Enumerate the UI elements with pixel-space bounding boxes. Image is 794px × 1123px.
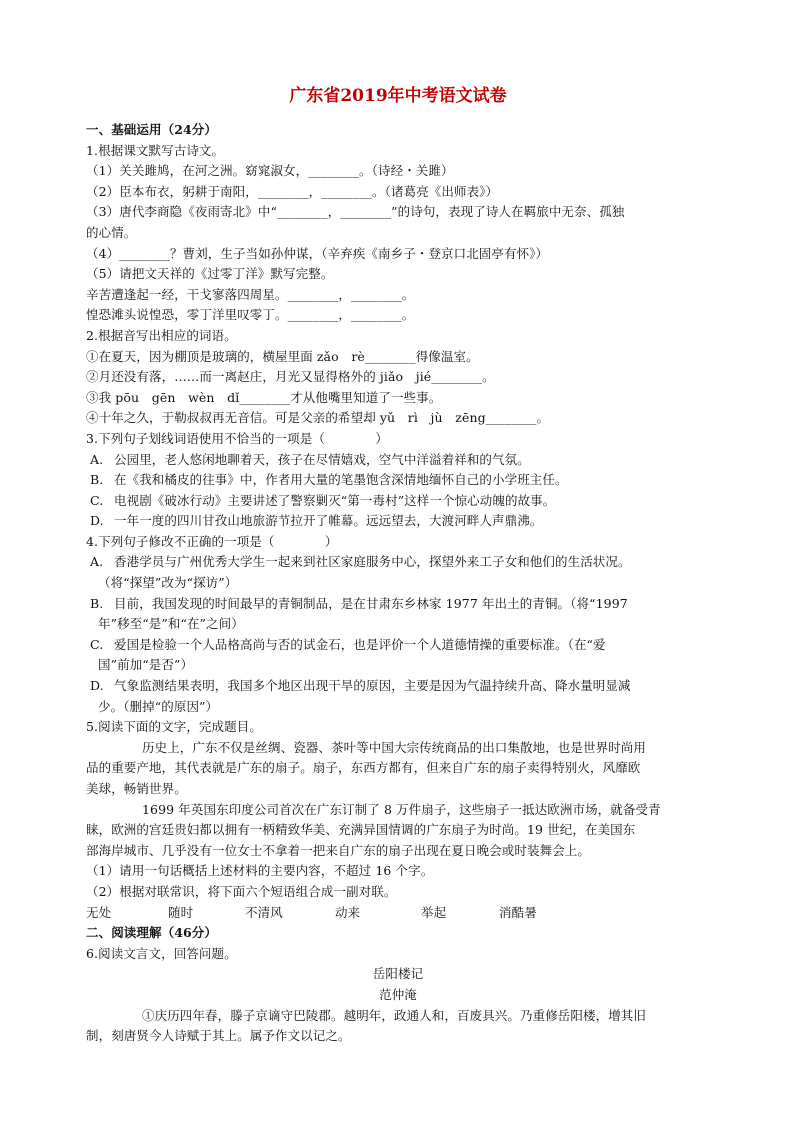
passage-para-1-line-1: ①庆历四年春，滕子京谪守巴陵郡。越明年，政通人和，百废具兴。乃重修岳阳楼，增其旧: [142, 1007, 647, 1023]
q4-option-d: [86, 676, 710, 697]
q2-item-4: ④十年之久，于勒叔叔再无音信。可是父亲的希望却 yǔ rì jù zēng________。: [86, 410, 550, 426]
q3-option-c: [86, 491, 710, 512]
q1-stem: 1.根据课文默写古诗文。: [86, 142, 225, 158]
q1-item-5-line-1: 辛苦遭逢起一经，干戈寥落四周星。________，________。: [86, 286, 415, 302]
option-key: C.: [90, 636, 104, 652]
q1-item-1: （1）关关雎鸠，在河之洲。窈窕淑女，________。（诗经・关雎）: [86, 163, 454, 179]
q4-option-b-cont: 年”移至“是”和“在”之间）: [98, 616, 244, 632]
passage-author: 范仲淹: [379, 986, 417, 1002]
q2-item-3: ③我 pōu gēn wèn dǐ________才从他嘴里知道了一些事。: [86, 389, 442, 405]
option-key: C.: [90, 492, 104, 508]
section-1-heading: 一、基础运用（24分）: [86, 122, 217, 137]
phrase: 无处: [86, 904, 112, 920]
exam-title: 广东省2019年中考语文试卷: [289, 86, 507, 106]
option-text: 香港学员与广州优秀大学生一起来到社区家庭服务中心，探望外来工子女和他们的生活状况。: [114, 554, 631, 570]
option-key: B.: [90, 595, 104, 611]
q4-stem: 4.下列句子修改不正确的一项是（ ）: [86, 533, 338, 549]
q3-option-a: [86, 450, 710, 471]
option-text: 一年一度的四川甘孜山地旅游节拉开了帷幕。远远望去，大渡河畔人声鼎沸。: [114, 513, 543, 529]
exam-page: [86, 84, 710, 1047]
phrase: 举起: [421, 904, 447, 920]
q4-option-c-cont: 国”前加“是否”）: [98, 657, 194, 673]
option-text: 气象监测结果表明，我国多个地区出现干旱的原因，主要是因为气温持续升高、降水量明显减: [114, 678, 631, 694]
q5-sub-1: （1）请用一句话概括上述材料的主要内容，不超过 16 个字。: [86, 863, 434, 879]
q1-item-2: （2）臣本布衣，躬耕于南阳，________，________。（诸葛亮《出师表》）: [86, 183, 499, 199]
section-2-heading: 二、阅读理解（46分）: [86, 925, 217, 941]
passage-para-1-line-2: 制，刻唐贤今人诗赋于其上。属予作文以记之。: [86, 1028, 351, 1044]
option-text: 目前，我国发现的时间最早的青铜制品，是在甘肃东乡林家 1977 年出土的青铜。（将“1997: [114, 595, 628, 611]
q4-option-b: [86, 594, 710, 615]
phrase: 随时: [168, 904, 194, 920]
q5-stem: 5.阅读下面的文字，完成题目。: [86, 719, 262, 735]
q3-stem: 3.下列句子划线词语使用不恰当的一项是（ ）: [86, 430, 388, 446]
q1-item-4: （4）________？曹刘，生子当如孙仲谋，（辛弃疾《南乡子・登京口北固亭有怀》）: [86, 245, 549, 261]
option-key: A.: [90, 451, 104, 467]
q2-item-1: ①在夏天，因为棚顶是玻璃的，横屋里面 zǎo rè________得像温室。: [86, 348, 479, 364]
q2-stem: 2.根据音写出相应的词语。: [86, 327, 237, 343]
q1-item-3: （3）唐代李商隐《夜雨寄北》中“________，________”的诗句，表现了诗人在羁旅中无奈、孤独: [86, 204, 625, 220]
q6-stem: 6.阅读文言文，回答问题。: [86, 945, 237, 961]
phrase: 消酷暑: [499, 904, 537, 920]
q4-option-a-cont: （将“探望”改为“探访”）: [98, 575, 238, 591]
option-text: 公园里，老人悠闲地聊着天，孩子在尽情嬉戏，空气中洋溢着祥和的气氛。: [114, 451, 530, 467]
q5-para-2-line-2: 睐，欧洲的宫廷贵妇都以拥有一柄精致华美、充满异国情调的广东扇子为时尚。19 世纪，在美国东: [86, 822, 636, 838]
phrase: 不清风: [245, 904, 283, 920]
option-key: D.: [90, 513, 104, 529]
q5-para-1-line-3: 美球，畅销世界。: [86, 781, 187, 796]
q4-option-a: [86, 552, 710, 573]
q5-para-2-line-3: 部海岸城市、几乎没有一位女士不拿着一把来自广东的扇子出现在夏日晚会或时装舞会上。: [86, 842, 591, 858]
option-text: 爱国是检验一个人品格高尚与否的试金石，也是评价一个人道德情操的重要标准。（在“爱: [114, 636, 606, 652]
option-text: 在《我和橘皮的往事》中，作者用大量的笔墨饱含深情地缅怀自己的小学班主任。: [114, 472, 568, 488]
q4-option-d-cont: 少。（删掉“的原因”）: [98, 698, 219, 714]
q1-item-5-line-2: 惶恐滩头说惶恐，零丁洋里叹零丁。________，________。: [86, 307, 415, 323]
q1-item-3-cont: 的心情。: [86, 224, 137, 240]
option-key: A.: [90, 554, 104, 570]
q1-item-5: （5）请把文天祥的《过零丁洋》默写完整。: [86, 266, 334, 282]
q5-para-1-line-1: 历史上，广东不仅是丝绸、瓷器、茶叶等中国大宗传统商品的出口集散地，也是世界时尚用: [142, 739, 647, 755]
q5-para-1-line-2: 品的重要产地，其代表就是广东的扇子。扇子，东西方都有，但来自广东的扇子卖得特别火，风靡欧: [86, 760, 641, 776]
q5-phrase-list: [86, 903, 710, 924]
q5-para-2-line-1: 1699 年英国东印度公司首次在广东订制了 8 万件扇子，这些扇子一抵达欧洲市场，就备受青: [142, 801, 661, 817]
phrase: 动来: [335, 904, 361, 920]
q4-option-c: [86, 635, 710, 656]
option-key: D.: [90, 678, 104, 694]
q5-sub-2: （2）根据对联常识，将下面六个短语组合成一副对联。: [86, 883, 397, 899]
option-key: B.: [90, 472, 104, 488]
passage-title: 岳阳楼记: [372, 966, 424, 982]
option-text: 电视剧《破冰行动》主要讲述了警察剿灭“第一毒村”这样一个惊心动魄的故事。: [114, 492, 556, 508]
q2-item-2: ②月还没有落，……而一离赵庄，月光又显得格外的 jiǎo jié________。: [86, 369, 495, 385]
q3-option-d: [86, 511, 710, 532]
q3-option-b: [86, 470, 710, 491]
